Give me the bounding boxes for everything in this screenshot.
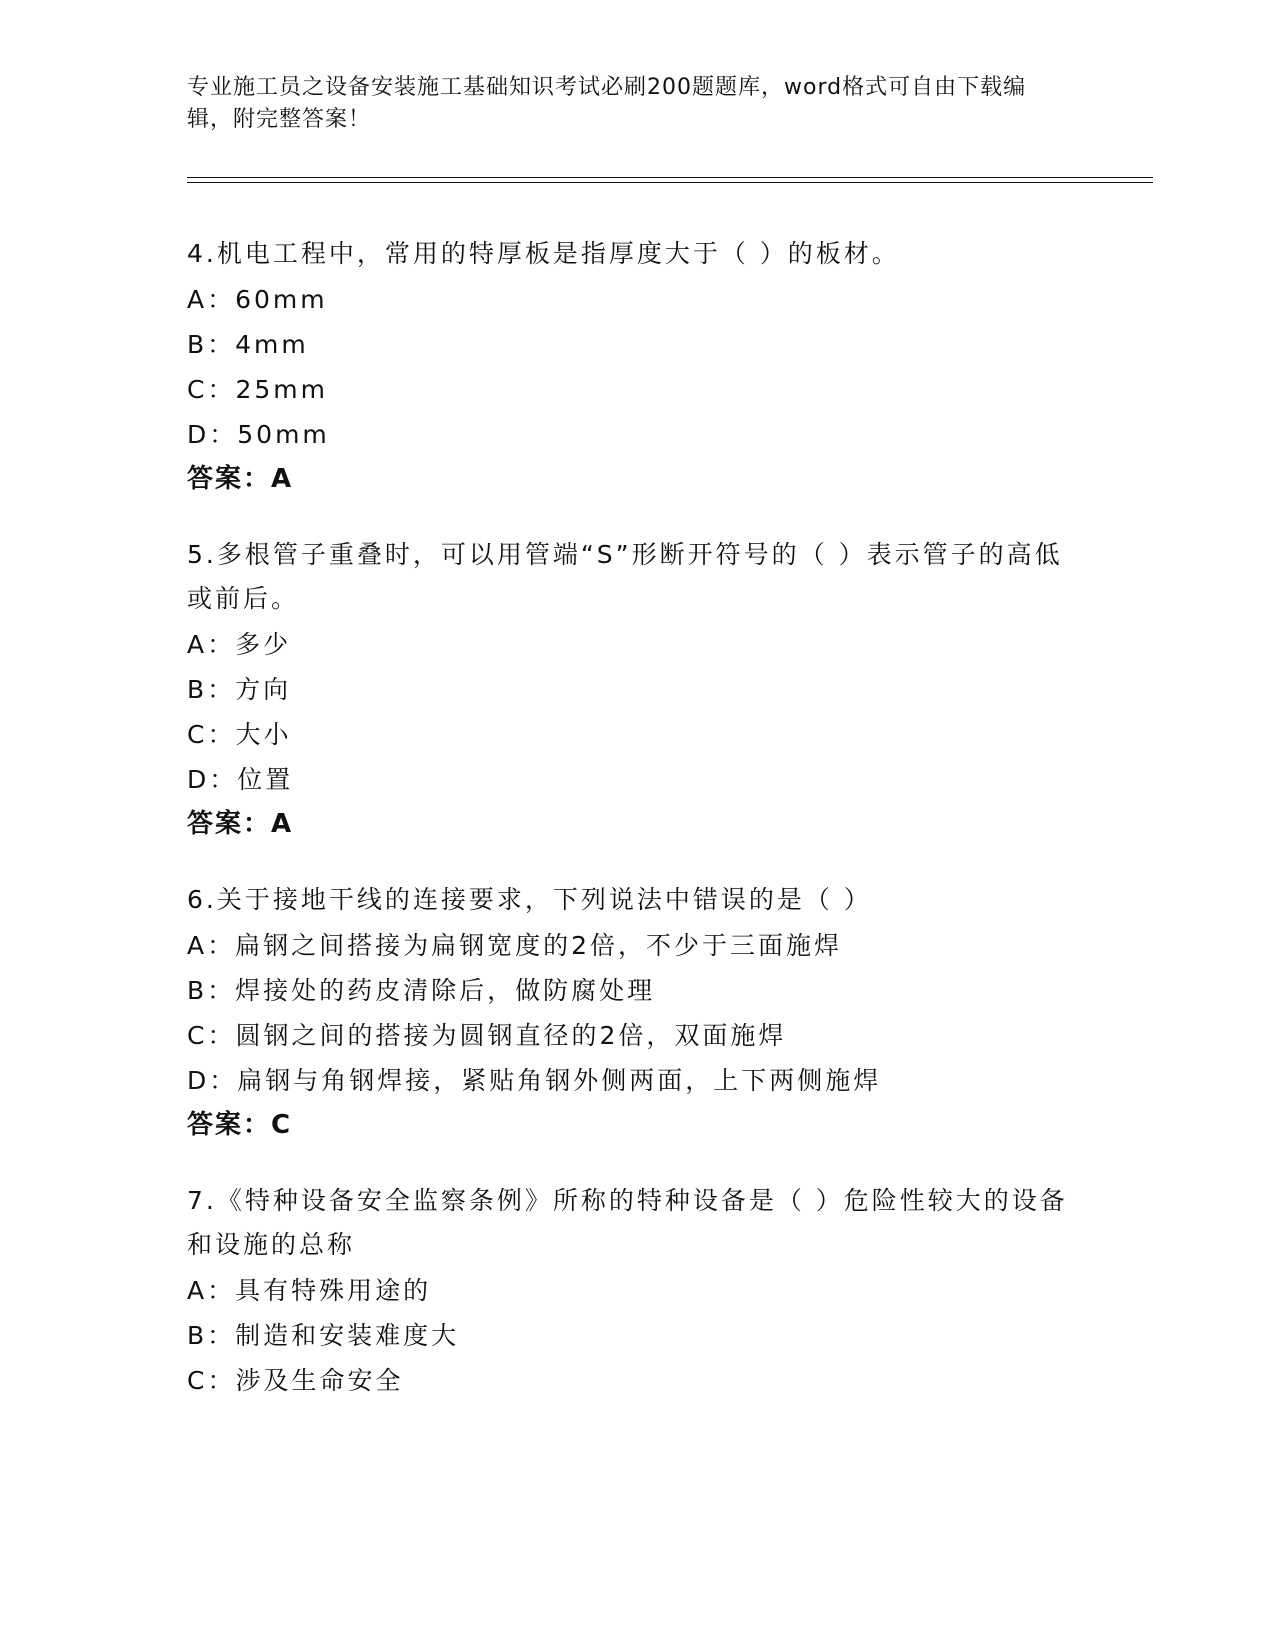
option-a [187,622,1087,667]
option-key: C： [187,1366,236,1395]
option-key: D： [187,1066,238,1095]
question-item [187,232,1087,501]
option-key: D： [187,420,238,449]
option-c [187,712,1087,757]
question-stem: 7.《特种设备安全监察条例》所称的特种设备是（ ）危险性较大的设备和设施的总称 [187,1186,1068,1259]
option-key: C： [187,720,236,749]
option-b [187,667,1087,712]
option-key: A： [187,285,236,314]
option-key: A： [187,931,236,960]
option-b [187,322,1087,367]
question-stem: 5.多根管子重叠时，可以用管端“S”形断开符号的（ ）表示管子的高低或前后。 [187,540,1063,613]
option-text: 具有特殊用途的 [235,1276,432,1305]
option-text: 大小 [235,720,292,749]
option-a [187,1268,1087,1313]
option-text: 60mm [235,285,328,314]
option-d [187,412,1087,457]
option-key: B： [187,675,236,704]
option-c [187,367,1087,412]
option-text: 扁钢与角钢焊接，紧贴角钢外侧两面，上下两侧施焊 [237,1066,882,1095]
option-text: 方向 [235,675,292,704]
option-text: 焊接处的药皮清除后，做防腐处理 [235,976,656,1005]
option-key: A： [187,1276,236,1305]
answer-line: 答案：A [187,464,294,494]
option-c [187,1358,1087,1403]
option-key: C： [187,375,236,404]
option-text: 25mm [235,375,328,404]
option-a [187,923,1087,968]
option-key: B： [187,976,236,1005]
option-key: D： [187,765,238,794]
option-a [187,277,1087,322]
question-list [187,232,1087,1435]
option-d [187,1058,1087,1103]
option-key: C： [187,1021,236,1050]
option-text: 扁钢之间搭接为扁钢宽度的2倍，不少于三面施焊 [235,931,843,960]
option-d [187,757,1087,802]
question-item [187,533,1087,846]
header-rule-bottom [187,182,1153,183]
answer-line: 答案：A [187,809,294,839]
option-text: 多少 [235,630,292,659]
option-key: B： [187,330,236,359]
question-item [187,1179,1087,1403]
answer-line: 答案：C [187,1110,293,1140]
option-text: 涉及生命安全 [235,1366,404,1395]
question-item [187,878,1087,1147]
option-c [187,1013,1087,1058]
option-text: 4mm [235,330,309,359]
option-b [187,1313,1087,1358]
option-text: 圆钢之间的搭接为圆钢直径的2倍，双面施焊 [235,1021,787,1050]
option-b [187,968,1087,1013]
question-stem: 6.关于接地干线的连接要求，下列说法中错误的是（ ） [187,885,872,914]
option-key: B： [187,1321,236,1350]
option-key: A： [187,630,236,659]
option-text: 制造和安装难度大 [235,1321,460,1350]
option-text: 50mm [237,420,330,449]
option-text: 位置 [237,765,294,794]
document-header: 专业施工员之设备安装施工基础知识考试必刷200题题库，word格式可自由下载编辑，附完整答案！ [187,75,1027,132]
question-stem: 4.机电工程中，常用的特厚板是指厚度大于（ ）的板材。 [187,239,900,268]
header-rule-top [187,177,1153,178]
